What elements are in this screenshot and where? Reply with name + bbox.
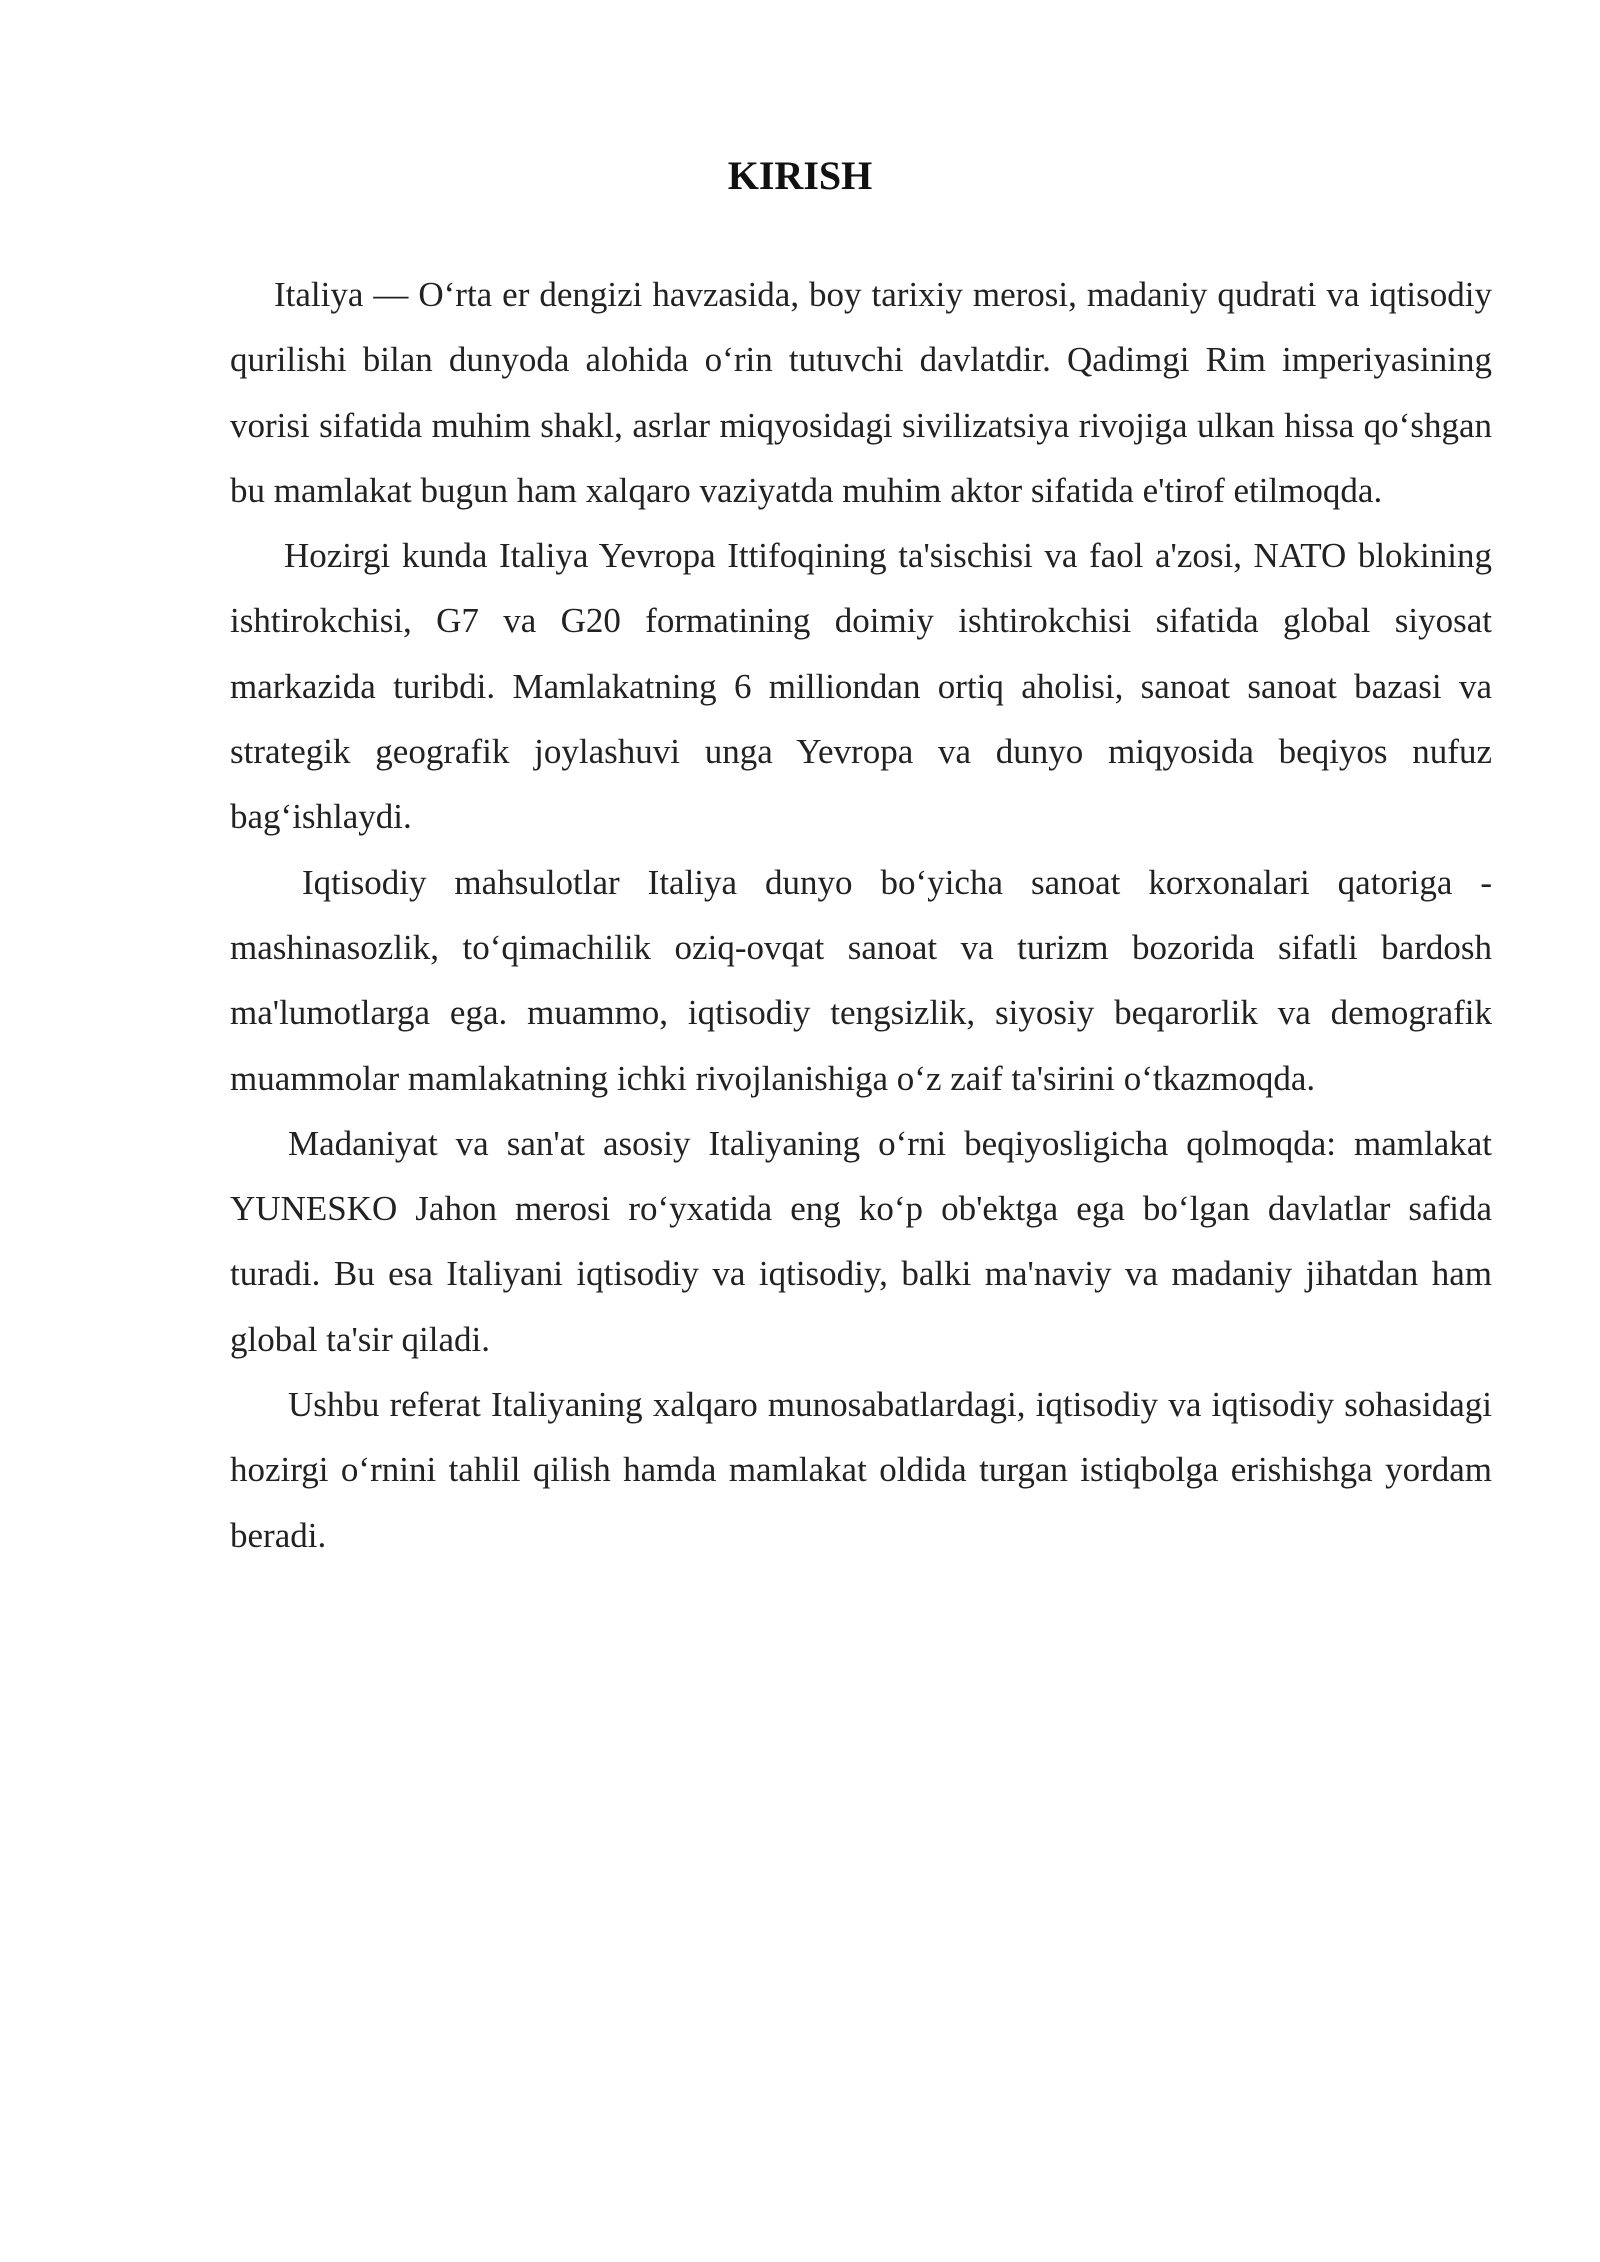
document-body [230, 262, 1492, 1568]
paragraph-culture: Madaniyat va san'at asosiy Italiyaning o‘rni beqiyosligicha qolmoqda: mamlakat YUNESKO Jahon merosi ro‘yxatida eng ko‘p ob'ektga ega bo‘lgan davlatlar safida turadi. Bu esa Italiyani iqtisodiy va iqtisodiy, balki ma'naviy va madaniy jihatdan ham global ta'sir qiladi. [230, 1123, 1492, 1359]
paragraph-politics: Hozirgi kunda Italiya Yevropa Ittifoqining ta'sischisi va faol a'zosi, NATO blokining ishtirokchisi, G7 va G20 formatining doimiy ishtirokchisi sifatida global siyosat markazida turibdi. Mamlakatning 6 milliondan ortiq aholisi, sanoat sanoat bazasi va strategik geografik joylashuvi unga Yevropa va dunyo miqyosida beqiyos nufuz bag‘ishlaydi. [230, 536, 1492, 837]
paragraph-purpose: Ushbu referat Italiyaning xalqaro munosabatlardagi, iqtisodiy va iqtisodiy sohasidagi hozirgi o‘rnini tahlil qilish hamda mamlakat oldida turgan istiqbolga erishishga yordam beradi. [230, 1385, 1492, 1555]
paragraph-intro: Italiya — O‘rta er dengizi havzasida, boy tarixiy merosi, madaniy qudrati va iqtisodiy qurilishi bilan dunyoda alohida o‘rin tutuvchi davlatdir. Qadimgi Rim imperiyasining vorisi sifatida muhim shakl, asrlar miqyosidagi sivilizatsiya rivojiga ulkan hissa qo‘shgan bu mamlakat bugun ham xalqaro vaziyatda muhim aktor sifatida e'tirof etilmoqda. [230, 275, 1492, 510]
page-title: KIRISH [727, 153, 873, 198]
paragraph-economy: Iqtisodiy mahsulotlar Italiya dunyo bo‘yicha sanoat korxonalari qatoriga - mashinasozlik, to‘qimachilik oziq-ovqat sanoat va turizm bozorida sifatli bardosh ma'lumotlarga ega. muammo, iqtisodiy tengsizlik, siyosiy beqarorlik va demografik muammolar mamlakatning ichki rivojlanishiga o‘z zaif ta'sirini o‘tkazmoqda. [230, 862, 1492, 1098]
